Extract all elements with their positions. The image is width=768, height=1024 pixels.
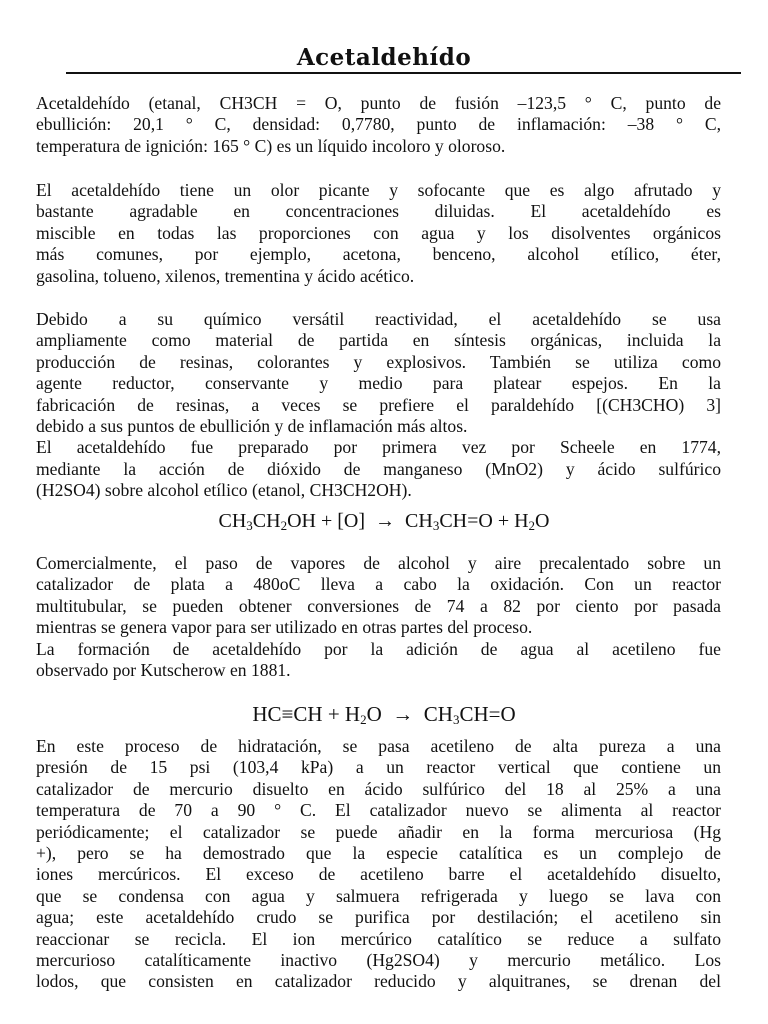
text-line: +), pero se ha demostrado que la especie catalítica es un complejo de [36,843,721,864]
text-line: temperatura de ignición: 165 ° C) es un líquido incoloro y oloroso. [36,135,506,156]
text-line: presión de 15 psi (103,4 kPa) a un reactor vertical que contiene un [36,757,721,778]
text-line: iones mercúricos. El exceso de acetileno barre el acetaldehído disuelto, [36,864,721,885]
document-title: Acetaldehído [296,44,472,71]
paragraph-1 [36,93,721,157]
text-line: mientras se genera vapor para ser utilizado en otras partes del proceso. [36,617,533,638]
paragraph-2 [36,180,721,287]
text-line: debido a sus puntos de ebullición y de inflamación más altos. [36,416,468,437]
text-line: periódicamente; el catalizador se puede añadir en la forma mercuriosa (Hg [36,821,721,842]
reaction-arrow-icon: → [375,510,396,532]
chemical-equation-oxidation: $CH_3CH_2OH + [O] \to CH_3CH=O + H_2O$ [218,510,550,533]
text-line: catalizador de mercurio disuelto en ácido sulfúrico del 18 al 25% a una [36,778,721,799]
text-line: temperatura de 70 a 90 ° C. El catalizador nuevo se alimenta al reactor [36,800,721,821]
text-line: ebullición: 20,1 ° C, densidad: 0,7780, punto de inflamación: –38 ° C, [36,114,721,135]
text-line: que se condensa con agua y salmuera refrigerada y luego se lava con [36,885,721,906]
text-line: observado por Kutscherow en 1881. [36,660,291,681]
text-line: Debido a su químico versátil reactividad, el acetaldehído se usa [36,309,721,329]
title-underline [66,72,741,74]
text-line: gasolina, tolueno, xilenos, trementina y ácido acético. [36,265,415,286]
text-line: producción de resinas, colorantes y explosivos. También se utiliza como [36,351,721,372]
text-line: fabricación de resinas, a veces se prefiere el paraldehído [(CH3CHO) 3] [36,394,721,415]
text-line: En este proceso de hidratación, se pasa acetileno de alta pureza a una [36,736,721,756]
text-line: agente reductor, conservante y medio para platear espejos. En la [36,373,721,394]
text-line: mercurioso catalíticamente inactivo (Hg2SO4) y mercurio metálico. Los [36,950,721,971]
text-line: agua; este acetaldehído crudo se purifica por destilación; el acetileno sin [36,907,721,928]
text-line: miscible en todas las proporciones con agua y los disolventes orgánicos [36,222,721,243]
paragraph-3 [36,309,721,502]
text-line: Comercialmente, el paso de vapores de alcohol y aire precalentado sobre un [36,553,721,573]
text-line: lodos, que consisten en catalizador reducido y alquitranes, se drenan del [36,971,721,992]
paragraph-5 [36,736,721,993]
text-line: Acetaldehído (etanal, CH3CH = O, punto de fusión –123,5 ° C, punto de [36,93,721,113]
reaction-arrow-icon: → [392,702,414,726]
text-line: multitubular, se pueden obtener conversiones de 74 a 82 por ciento por pasada [36,595,721,616]
text-line: mediante la acción de dióxido de manganeso (MnO2) y ácido sulfúrico [36,458,721,479]
text-line: La formación de acetaldehído por la adición de agua al acetileno fue [36,638,721,659]
text-line: bastante agradable en concentraciones diluidas. El acetaldehído es [36,201,721,222]
text-line: (H2SO4) sobre alcohol etílico (etanol, CH3CH2OH). [36,480,412,501]
text-line: ampliamente como material de partida en síntesis orgánicas, incluida la [36,330,721,351]
text-line: El acetaldehído tiene un olor picante y sofocante que es algo afrutado y [36,180,721,200]
text-line: más comunes, por ejemplo, acetona, benceno, alcohol etílico, éter, [36,244,721,265]
chemical-equation-hydration: $HC\equiv CH + H_2O \to CH_3CH=O$ [252,702,516,727]
text-line: catalizador de plata a 480oC lleva a cabo la oxidación. Con un reactor [36,574,721,595]
text-line: El acetaldehído fue preparado por primera vez por Scheele en 1774, [36,437,721,458]
text-line: reaccionar se recicla. El ion mercúrico catalítico se reduce a sulfato [36,928,721,949]
paragraph-4 [36,553,721,681]
